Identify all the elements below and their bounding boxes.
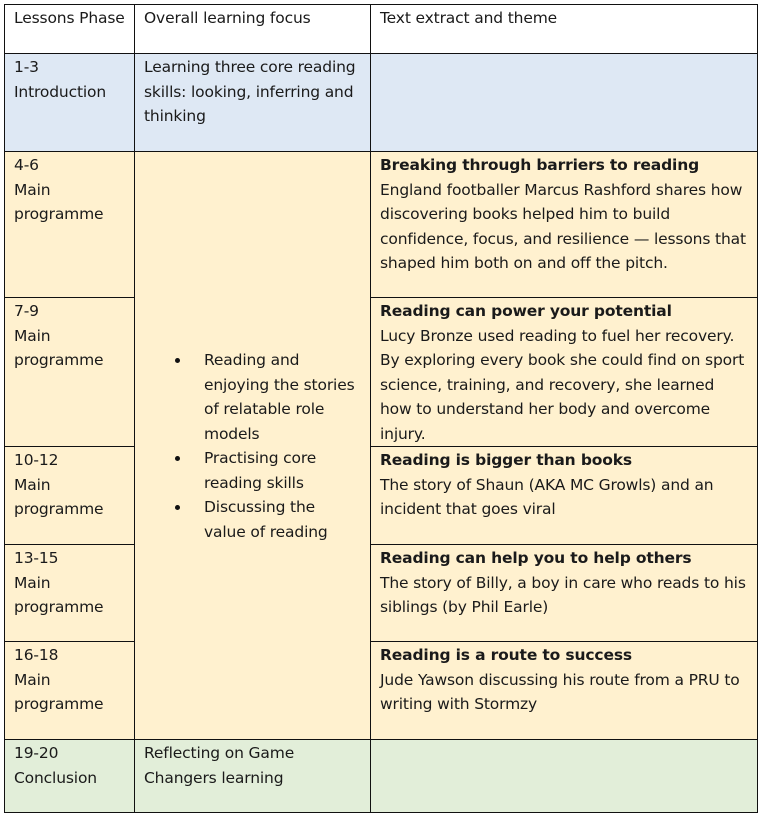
table-row-introduction [5,54,758,152]
lessons-range: 1-3 [14,58,39,76]
theme-title: Breaking through barriers to reading [380,156,700,174]
lessons-range: 16-18 [14,646,59,664]
extract-cell [371,152,758,298]
table-row-main-4-6 [5,152,758,298]
focus-bullet: Reading and enjoying the stories of relatable role models [204,348,361,446]
main-focus-cell [135,152,371,740]
phase-cell [5,54,135,152]
focus-bullet: Practising core reading skills [204,446,361,495]
theme-description: Jude Yawson discussing his route from a PRU to writing with Stormzy [380,670,740,713]
header-learning-focus: Overall learning focus [135,5,371,54]
extract-cell [371,740,758,813]
theme-title: Reading is a route to success [380,646,632,664]
phase-cell [5,447,135,545]
theme-description: The story of Shaun (AKA MC Growls) and an incident that goes viral [380,475,714,518]
lesson-plan-table [4,4,758,813]
focus-bullet-list [144,348,361,544]
phase-name: Main programme [14,180,104,223]
table-header-row [5,5,758,54]
phase-name: Introduction [14,82,107,101]
phase-name: Conclusion [14,768,97,787]
phase-cell [5,298,135,447]
lessons-range: 10-12 [14,451,59,469]
header-lessons-phase: Lessons Phase [5,5,135,54]
lessons-range: 7-9 [14,302,39,320]
theme-title: Reading is bigger than books [380,451,632,469]
table-row-main-13-15 [5,545,758,642]
phase-name: Main programme [14,573,104,616]
focus-bullet: Discussing the value of reading [204,495,361,544]
lessons-range: 13-15 [14,549,59,567]
theme-title: Reading can help you to help others [380,549,692,567]
table-row-main-16-18 [5,642,758,740]
theme-description: The story of Billy, a boy in care who reads to his siblings (by Phil Earle) [380,573,746,616]
extract-cell [371,298,758,447]
lessons-range: 19-20 [14,744,59,762]
phase-name: Main programme [14,475,104,518]
table-row-main-10-12 [5,447,758,545]
phase-name: Main programme [14,670,104,713]
extract-cell [371,54,758,152]
theme-description: England footballer Marcus Rashford shares how discovering books helped him to build confidence, focus, and resilience — lessons that shaped him both on and off the pitch. [380,180,746,272]
extract-cell [371,447,758,545]
focus-cell: Reflecting on Game Changers learning [135,740,371,813]
extract-cell [371,642,758,740]
phase-cell [5,545,135,642]
theme-description: Lucy Bronze used reading to fuel her recovery. By exploring every book she could find on sport science, training, and recovery, she learned how to understand her body and overcome injury. [380,326,745,443]
header-text-extract: Text extract and theme [371,5,758,54]
phase-cell [5,642,135,740]
extract-cell [371,545,758,642]
table-row-main-7-9 [5,298,758,447]
phase-cell [5,152,135,298]
phase-name: Main programme [14,326,104,369]
lessons-range: 4-6 [14,156,39,174]
theme-title: Reading can power your potential [380,302,672,320]
focus-cell: Learning three core reading skills: looking, inferring and thinking [135,54,371,152]
table-row-conclusion [5,740,758,813]
phase-cell [5,740,135,813]
